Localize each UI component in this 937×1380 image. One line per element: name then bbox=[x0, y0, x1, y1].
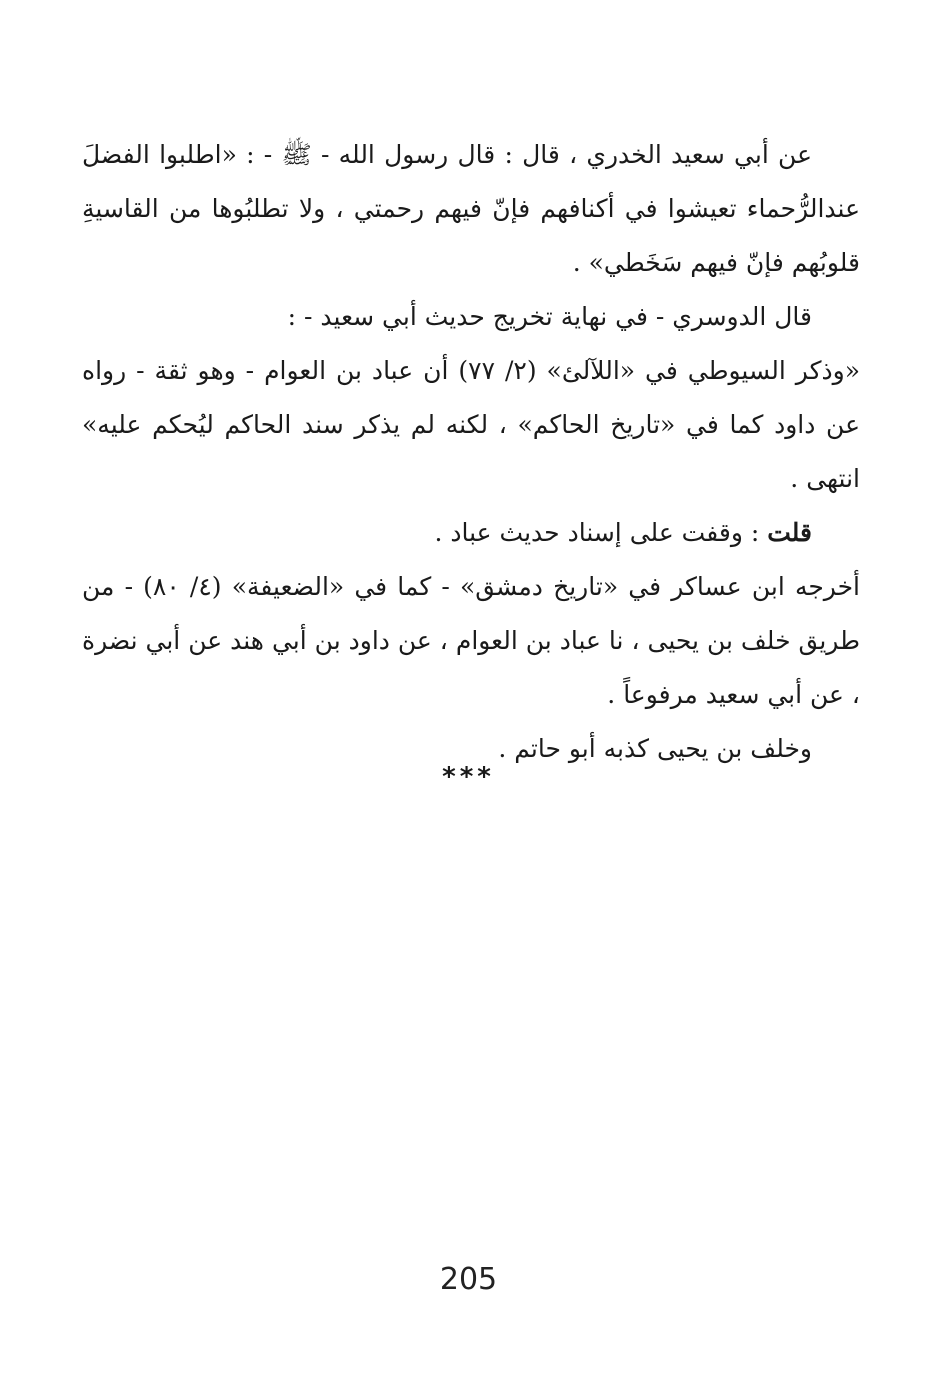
qultu-label: قلت bbox=[767, 518, 812, 547]
qultu-text: : وقفت على إسناد حديث عباد . bbox=[434, 518, 768, 547]
paragraph-takhrij: أخرجه ابن عساكر في «تاريخ دمشق» - كما في «الضعيفة» (٤/ ٨٠) - من طريق خلف بن يحيى ، نا عباد بن العوام ، عن داود بن أبي هند عن أبي نضرة ، عن أبي سعيد مرفوعاً . bbox=[82, 572, 861, 709]
section-separator: *** bbox=[442, 762, 495, 792]
paragraph-qultu bbox=[82, 506, 860, 560]
paragraph-khalaf: وخلف بن يحيى كذبه أبو حاتم . bbox=[498, 734, 812, 763]
paragraph-hadith: عن أبي سعيد الخدري ، قال : قال رسول الله - ﷺ - : «اطلبوا الفضلَ عندالرُّحماء تعيشوا في أكنافهم فإنّ فيهم رحمتي ، ولا تطلبُوها من القاسيةِ قلوبُهم فإنّ فيهم سَخَطي» . bbox=[82, 140, 860, 277]
body-text bbox=[82, 128, 860, 776]
paragraph-dawsari-intro: قال الدوسري - في نهاية تخريج حديث أبي سعيد - : bbox=[287, 302, 812, 331]
page-number: 205 bbox=[439, 1262, 498, 1297]
paragraph-dawsari-quote: «وذكر السيوطي في «اللآلئ» (٢/ ٧٧) أن عباد بن العوام - وهو ثقة - رواه عن داود كما في «تاريخ الحاكم» ، لكنه لم يذكر سند الحاكم ليُحكم عليه» انتهى . bbox=[82, 356, 860, 493]
